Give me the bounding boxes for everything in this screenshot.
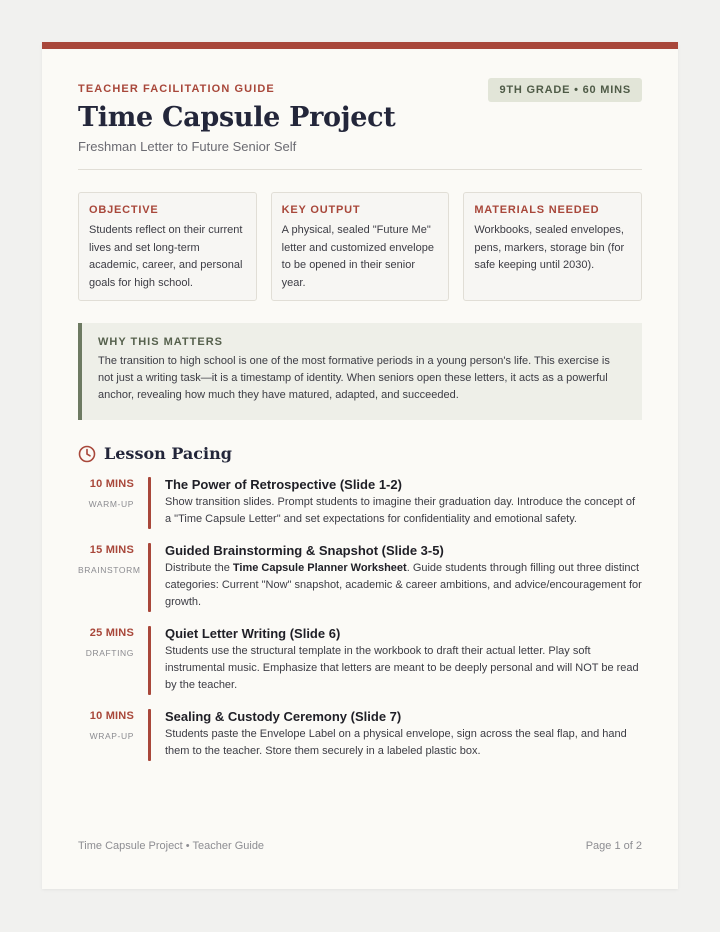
lesson-duration: 10 MINS	[89, 710, 134, 722]
lesson-title: Guided Brainstorming & Snapshot (Slide 3-5)	[165, 543, 444, 558]
timeline-bar	[148, 709, 151, 761]
lesson-phase: DRAFTING	[85, 648, 134, 658]
grade-duration-badge: 9TH GRADE • 60 MINS	[488, 78, 642, 102]
guide-page	[42, 42, 678, 889]
lesson-title: Quiet Letter Writing (Slide 6)	[165, 626, 341, 641]
lesson-phase: WRAP-UP	[89, 731, 134, 741]
lesson-body	[165, 543, 642, 611]
lesson-row	[78, 477, 642, 531]
key-output-card	[271, 192, 450, 301]
accent-bar	[42, 42, 678, 49]
section-title: Lesson Pacing	[104, 444, 232, 463]
lesson-title: Sealing & Custody Ceremony (Slide 7)	[165, 709, 402, 724]
lesson-body	[165, 477, 642, 528]
lesson-meta	[78, 710, 134, 741]
card-label: KEY OUTPUT	[281, 204, 361, 216]
lesson-description: Show transition slides. Prompt students to imagine their graduation day. Introduce the concept of a "Time Capsule Letter" and set expectations for confidentiality and emotional safety.	[165, 496, 636, 525]
header-divider	[78, 169, 642, 170]
materials-card	[463, 192, 642, 301]
lesson-meta	[78, 627, 134, 658]
lesson-meta	[78, 544, 141, 575]
guide-eyebrow: TEACHER FACILITATION GUIDE	[78, 83, 275, 95]
card-text: Workbooks, sealed envelopes, pens, markers, storage bin (for safe keeping until 2030).	[474, 224, 625, 271]
lesson-phase: BRAINSTORM	[78, 565, 141, 575]
lesson-duration: 15 MINS	[89, 544, 134, 556]
footer-page-number: Page 1 of 2	[585, 840, 642, 852]
lesson-title: The Power of Retrospective (Slide 1-2)	[165, 477, 402, 492]
clock-icon	[78, 445, 96, 463]
lesson-body	[165, 626, 642, 694]
callout-text: The transition to high school is one of the most formative periods in a young person's life. This exercise is not just a writing task—it is a timestamp of identity. When seniors open these letters, it acts as a powerful anchor, revealing how much they have matured, adapted, and succeeded.	[98, 355, 610, 402]
lesson-phase: WARM-UP	[88, 499, 134, 509]
summary-cards	[78, 192, 642, 301]
desc-text: Distribute the	[165, 562, 233, 574]
why-this-matters-callout	[78, 323, 642, 420]
lesson-duration: 25 MINS	[89, 627, 134, 639]
card-label: OBJECTIVE	[89, 204, 159, 216]
lesson-row	[78, 626, 642, 697]
lesson-description: Students use the structural template in the workbook to draft their actual letter. Play soft instrumental music. Emphasize that letters are meant to be deeply personal and will NOT be read by the teacher.	[165, 645, 639, 691]
lesson-row	[78, 709, 642, 763]
timeline-bar	[148, 626, 151, 695]
card-label: MATERIALS NEEDED	[474, 204, 600, 216]
footer-document-name: Time Capsule Project • Teacher Guide	[78, 840, 265, 852]
desc-text: . Guide students through filling out three distinct categories: Current "Now" snapshot, academic & career ambitions, and advice/encouragement for growth.	[165, 562, 642, 608]
lesson-meta	[78, 478, 134, 509]
page-title: Time Capsule Project	[78, 102, 396, 133]
worksheet-name: Time Capsule Planner Worksheet	[232, 562, 407, 574]
card-text: A physical, sealed "Future Me" letter and customized envelope to be opened in their senior year.	[281, 224, 434, 289]
lesson-row	[78, 543, 642, 614]
objective-card	[78, 192, 257, 301]
timeline-bar	[148, 543, 151, 612]
lesson-duration: 10 MINS	[89, 478, 134, 490]
callout-label: WHY THIS MATTERS	[98, 336, 223, 348]
timeline-bar	[148, 477, 151, 529]
lesson-pacing-heading	[78, 444, 232, 463]
lesson-description	[165, 560, 642, 611]
lesson-body	[165, 709, 642, 760]
lesson-description: Students paste the Envelope Label on a physical envelope, sign across the seal flap, and hand them to the teacher. Store them securely in a labeled plastic box.	[165, 728, 627, 757]
page-subtitle: Freshman Letter to Future Senior Self	[78, 139, 297, 154]
card-text: Students reflect on their current lives and set long-term academic, career, and personal goals for high school.	[89, 224, 243, 289]
